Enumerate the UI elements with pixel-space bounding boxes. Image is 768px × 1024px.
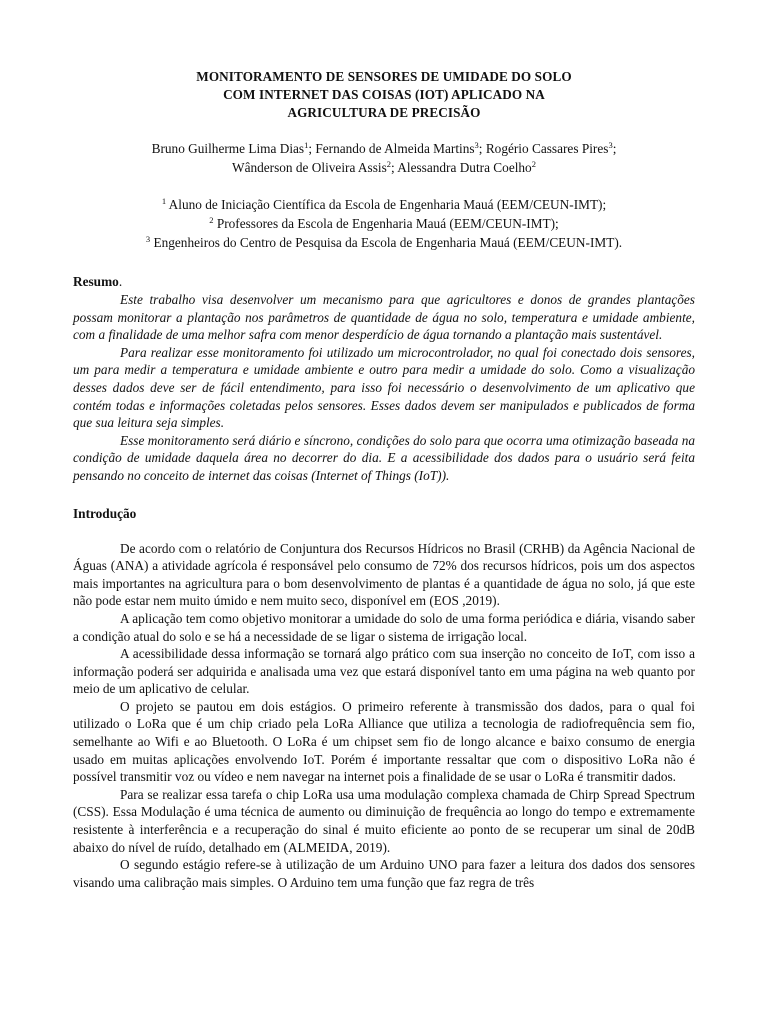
author-affil-mark: 3: [608, 140, 613, 150]
title-line-3: AGRICULTURA DE PRECISÃO: [287, 105, 481, 120]
body-paragraph: De acordo com o relatório de Conjuntura dos Recursos Hídricos no Brasil (CRHB) da Agência Nacional de Águas (ANA) a atividade agrícola é responsável pelo consumo de 72% dos recursos hídricos, pois um dos aspectos mais importantes na agricultura para o bom desenvolvimento de plantas é a quantidade de água no solo, já que este não pode estar nem muito úmido e nem muito seco, disponível em (EOS ,2019).: [73, 540, 695, 609]
body-paragraph: O segundo estágio refere-se à utilização de um Arduino UNO para fazer a leitura dos dados dos sensores visando uma calibração mais simples. O Arduino tem uma função que faz regra de três: [73, 857, 695, 890]
author-affil-mark: 1: [304, 140, 309, 150]
abstract-paragraph: Para realizar esse monitoramento foi utilizado um microcontrolador, no qual foi conectado dois sensores, um para medir a temperatura e umidade ambiente e outro para medir a umidade do solo. Como a visualização desses dados deve ser de fácil entendimento, para isso foi necessário o desenvolvimento de um aplicativo que contém todas e informações coletadas pelos sensores. Esses dados devem ser manipulados e publicados de forma que sua leitura seja simples.: [73, 344, 695, 431]
affiliation-3: [73, 233, 695, 252]
author-name: ; Rogério Cassares Pires: [478, 141, 609, 156]
body-paragraph: A acessibilidade dessa informação se tornará algo prático com sua inserção no conceito de IoT, com isso a informação poderá ser adquirida e analisada uma vez que estará disponível tanto em uma página na web quanto por meio de um aplicativo de celular.: [73, 646, 695, 697]
author-name: ; Alessandra Dutra Coelho: [391, 160, 532, 175]
affiliation-list: [73, 195, 695, 252]
affiliation-mark: 2: [209, 215, 214, 225]
affiliation-text: Engenheiros do Centro de Pesquisa da Escola de Engenharia Mauá (EEM/CEUN-IMT).: [150, 235, 623, 250]
author-affil-mark: 2: [386, 159, 392, 169]
affiliation-text: Aluno de Iniciação Científica da Escola de Engenharia Mauá (EEM/CEUN-IMT);: [166, 197, 607, 212]
paper-title: [73, 68, 695, 122]
author-affil-mark: 3: [474, 140, 479, 150]
body-paragraph: A aplicação tem como objetivo monitorar a umidade do solo de uma forma periódica e diária, visando saber a condição atual do solo e se há a necessidade de se ligar o sistema de irrigação local.: [73, 610, 695, 644]
affiliation-text: Professores da Escola de Engenharia Mauá (EEM/CEUN-IMT);: [213, 216, 559, 231]
abstract-paragraph: Esse monitoramento será diário e síncrono, condições do solo para que ocorra uma otimização baseada na condição de umidade daquela área no decorrer do dia. E a acessibilidade dos dados para o usuário será feita pensando no conceito de internet das coisas (Internet of Things (IoT)).: [73, 432, 695, 483]
affiliation-mark: 1: [161, 196, 167, 206]
affiliation-1: [73, 195, 695, 214]
abstract-heading: [73, 273, 695, 291]
author-separator: ;: [612, 141, 617, 156]
affiliation-2: [73, 214, 695, 233]
abstract-heading-text: Resumo: [73, 274, 119, 289]
introduction-body: [73, 540, 695, 892]
affiliation-mark: 3: [145, 234, 151, 244]
author-name: ; Fernando de Almeida Martins: [308, 141, 475, 156]
author-line-1: [73, 139, 695, 158]
abstract-body: [73, 291, 695, 485]
author-line-2: [73, 158, 695, 177]
author-name: Wânderson de Oliveira Assis: [232, 160, 387, 175]
title-line-2: COM INTERNET DAS COISAS (IOT) APLICADO NA: [223, 87, 545, 102]
body-paragraph: Para se realizar essa tarefa o chip LoRa usa uma modulação complexa chamada de Chirp Spread Spectrum (CSS). Essa Modulação é uma técnica de aumento ou diminuição de frequência ao longo do tempo e extremamente resistente à interferência e a recuperação do sinal é muito eficiente ao ponto de se recuperar um sinal de 20dB abaixo do nível de ruído, detalhado em (ALMEIDA, 2019).: [73, 786, 695, 855]
author-name: Bruno Guilherme Lima Dias: [151, 141, 305, 156]
abstract-paragraph: Este trabalho visa desenvolver um mecanismo para que agricultores e donos de grandes plantações possam monitorar a plantação nos parâmetros de quantidade de água no solo, temperatura e umidade ambiente, com a finalidade de uma melhor safra com menor desperdício de água tornando a plantação mais sustentável.: [73, 292, 695, 343]
abstract-heading-dot: .: [118, 274, 123, 289]
title-line-1: MONITORAMENTO DE SENSORES DE UMIDADE DO SOLO: [196, 69, 572, 84]
body-paragraph: O projeto se pautou em dois estágios. O primeiro referente à transmissão dos dados, para o qual foi utilizado o LoRa que é um chip criado pela LoRa Alliance que utiliza a tecnologia de radiofrequência sem fio, semelhante ao Wifi e ao Bluetooth. O LoRa é um chipset sem fio de longo alcance e baixo consumo de energia usado em muitas aplicações envolvendo IoT. Porém é importante ressaltar que com o dispositivo LoRa não é possível transmitir voz ou vídeo e nem navegar na internet pois a finalidade de se usar o LoRa é transmitir dados.: [73, 698, 695, 785]
author-affil-mark: 2: [531, 159, 536, 169]
introduction-heading: Introdução: [73, 505, 137, 521]
paper-page: [73, 0, 695, 891]
author-list: [73, 139, 695, 177]
